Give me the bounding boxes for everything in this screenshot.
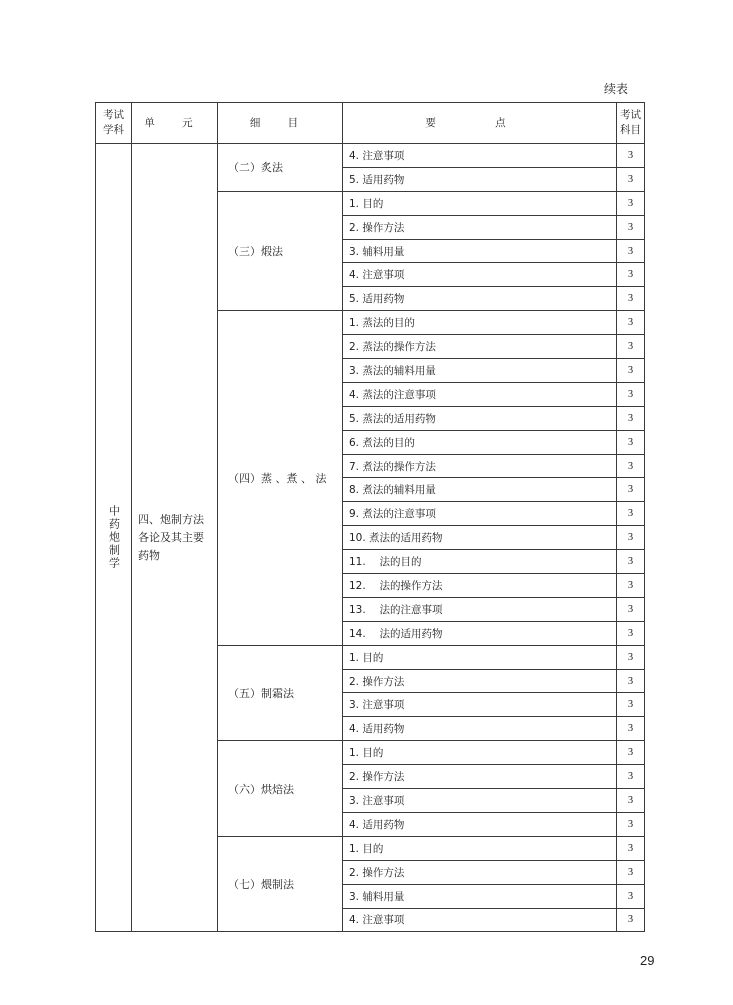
unit-line: 四、炮制方法 <box>138 512 204 526</box>
point-cell: 12. 法的操作方法 <box>343 574 617 598</box>
header-row <box>96 103 645 144</box>
unit-cell <box>132 144 218 932</box>
header-points: 要 点 <box>343 103 617 144</box>
header-subject <box>96 103 132 144</box>
point-cell: 11. 法的目的 <box>343 550 617 574</box>
header-unit: 单 元 <box>132 103 218 144</box>
exam-subject-cell: 3 <box>617 836 645 860</box>
exam-subject-cell: 3 <box>617 454 645 478</box>
point-cell: 4. 注意事项 <box>343 263 617 287</box>
syllabus-table <box>95 102 645 932</box>
point-cell: 1. 目的 <box>343 645 617 669</box>
point-cell: 5. 蒸法的适用药物 <box>343 406 617 430</box>
header-subject-line-2: 学科 <box>103 124 124 136</box>
exam-subject-cell: 3 <box>617 478 645 502</box>
exam-subject-cell: 3 <box>617 406 645 430</box>
point-cell: 2. 操作方法 <box>343 765 617 789</box>
unit-line: 药物 <box>138 548 160 562</box>
header-exam-subject-line-1: 考试 <box>620 109 641 121</box>
exam-subject-cell: 3 <box>617 717 645 741</box>
exam-subject-cell: 3 <box>617 884 645 908</box>
point-cell: 5. 适用药物 <box>343 287 617 311</box>
exam-subject-cell: 3 <box>617 502 645 526</box>
exam-subject-cell: 3 <box>617 597 645 621</box>
point-cell: 1. 目的 <box>343 191 617 215</box>
table-body <box>96 144 645 932</box>
exam-subject-cell: 3 <box>617 215 645 239</box>
point-cell: 10. 煮法的适用药物 <box>343 526 617 550</box>
exam-subject-cell: 3 <box>617 335 645 359</box>
continued-label: 续表 <box>604 82 629 96</box>
header-exam-subject-line-2: 科目 <box>620 124 641 136</box>
detail-cell: （五）制霜法 <box>218 645 343 741</box>
exam-subject-cell: 3 <box>617 191 645 215</box>
point-cell: 1. 目的 <box>343 741 617 765</box>
exam-subject-cell: 3 <box>617 860 645 884</box>
point-cell: 2. 蒸法的操作方法 <box>343 335 617 359</box>
exam-subject-cell: 3 <box>617 741 645 765</box>
point-cell: 3. 蒸法的辅料用量 <box>343 359 617 383</box>
point-cell: 3. 注意事项 <box>343 789 617 813</box>
detail-cell: （七）煨制法 <box>218 836 343 932</box>
exam-subject-cell: 3 <box>617 789 645 813</box>
exam-subject-cell: 3 <box>617 430 645 454</box>
point-cell: 4. 蒸法的注意事项 <box>343 382 617 406</box>
exam-subject-cell: 3 <box>617 645 645 669</box>
point-cell: 4. 注意事项 <box>343 144 617 168</box>
point-cell: 4. 注意事项 <box>343 908 617 932</box>
point-cell: 3. 辅料用量 <box>343 884 617 908</box>
exam-subject-cell: 3 <box>617 693 645 717</box>
exam-subject-cell: 3 <box>617 382 645 406</box>
point-cell: 2. 操作方法 <box>343 215 617 239</box>
point-cell: 4. 适用药物 <box>343 812 617 836</box>
exam-subject-cell: 3 <box>617 812 645 836</box>
exam-subject-cell: 3 <box>617 550 645 574</box>
unit-line: 各论及其主要 <box>138 530 204 544</box>
exam-subject-cell: 3 <box>617 311 645 335</box>
exam-subject-cell: 3 <box>617 287 645 311</box>
exam-subject-cell: 3 <box>617 359 645 383</box>
point-cell: 9. 煮法的注意事项 <box>343 502 617 526</box>
detail-cell: （六）烘焙法 <box>218 741 343 837</box>
point-cell: 3. 注意事项 <box>343 693 617 717</box>
detail-cell: （四）蒸 、煮 、 法 <box>218 311 343 645</box>
exam-subject-cell: 3 <box>617 765 645 789</box>
detail-cell: （二）炙法 <box>218 144 343 192</box>
exam-subject-cell: 3 <box>617 526 645 550</box>
header-exam-subject <box>617 103 645 144</box>
page-number: 29 <box>640 953 655 968</box>
point-cell: 5. 适用药物 <box>343 167 617 191</box>
point-cell: 14. 法的适用药物 <box>343 621 617 645</box>
detail-cell: （三）煅法 <box>218 191 343 310</box>
point-cell: 4. 适用药物 <box>343 717 617 741</box>
exam-subject-cell: 3 <box>617 574 645 598</box>
exam-subject-cell: 3 <box>617 239 645 263</box>
point-cell: 1. 蒸法的目的 <box>343 311 617 335</box>
table-row <box>96 144 645 168</box>
subject-text: 中药炮制学 <box>107 505 121 571</box>
exam-subject-cell: 3 <box>617 621 645 645</box>
exam-subject-cell: 3 <box>617 669 645 693</box>
point-cell: 7. 煮法的操作方法 <box>343 454 617 478</box>
point-cell: 6. 煮法的目的 <box>343 430 617 454</box>
exam-subject-cell: 3 <box>617 263 645 287</box>
exam-subject-cell: 3 <box>617 908 645 932</box>
point-cell: 1. 目的 <box>343 836 617 860</box>
point-cell: 2. 操作方法 <box>343 669 617 693</box>
exam-subject-cell: 3 <box>617 144 645 168</box>
subject-cell <box>96 144 132 932</box>
header-subject-line-1: 考试 <box>103 109 124 121</box>
point-cell: 13. 法的注意事项 <box>343 597 617 621</box>
point-cell: 2. 操作方法 <box>343 860 617 884</box>
point-cell: 3. 辅料用量 <box>343 239 617 263</box>
point-cell: 8. 煮法的辅料用量 <box>343 478 617 502</box>
header-detail: 细 目 <box>218 103 343 144</box>
exam-subject-cell: 3 <box>617 167 645 191</box>
